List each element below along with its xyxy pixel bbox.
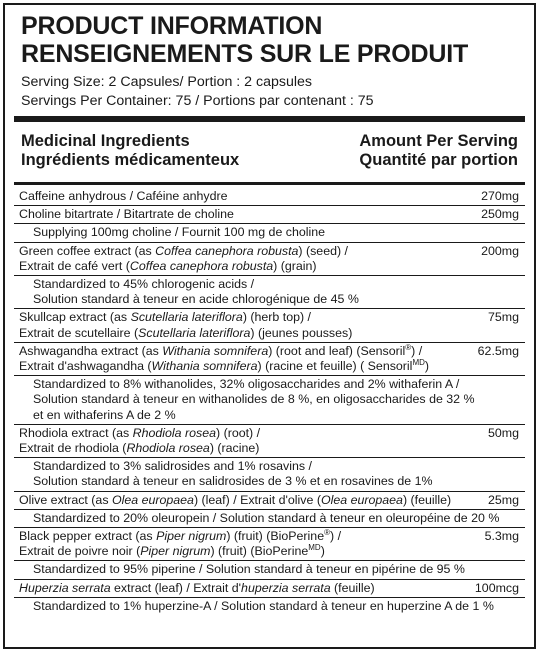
- ingredient-row: [14, 580, 525, 598]
- ingredient-name: Extrait de rhodiola (Rhodiola rosea) (racine): [19, 441, 260, 456]
- standardization-text: Standardized to 20% oleuropein / Solution standard à teneur en oleuropéine de 20 %: [33, 510, 500, 525]
- ingredient-row: [14, 425, 525, 458]
- ingredient-name: Rhodiola extract (as Rhodiola rosea) (root) /: [19, 425, 261, 440]
- amount-per-serving-heading-fr: Quantité par portion: [359, 151, 518, 169]
- medicinal-ingredients-heading: Medicinal Ingredients: [21, 132, 190, 150]
- amount-value: 100mcg: [474, 580, 519, 595]
- amount-value: 50mg: [488, 425, 519, 440]
- standardization-text: Standardized to 45% chlorogenic acids /: [33, 277, 255, 292]
- product-information-panel: [3, 3, 536, 649]
- amount-per-serving-heading: Amount Per Serving: [359, 132, 518, 150]
- ingredient-name: Green coffee extract (as Coffea canephora robusta) (seed) /: [19, 243, 348, 258]
- ingredient-row: [14, 309, 525, 342]
- ingredient-name: Extrait de café vert (Coffea canephora robusta) (grain): [19, 258, 317, 273]
- ingredient-name: Huperzia serrata extract (leaf) / Extrait d'huperzia serrata (feuille): [19, 580, 375, 595]
- standardization-text: Supplying 100mg choline / Fournit 100 mg de choline: [33, 225, 326, 240]
- medicinal-ingredients-heading-fr: Ingrédients médicamenteux: [21, 151, 240, 169]
- amount-value: 270mg: [481, 189, 519, 203]
- standardization-row: [14, 561, 525, 579]
- ingredient-name: Extrait de scutellaire (Scutellaria lateriflora) (jeunes pousses): [19, 325, 353, 340]
- ingredient-name: Skullcap extract (as Scutellaria lateriflora) (herb top) /: [19, 310, 312, 325]
- ingredient-name: Olive extract (as Olea europaea) (leaf) / Extrait d'olive (Olea europaea) (feuille): [19, 492, 452, 507]
- header-divider: [14, 182, 525, 185]
- standardization-row: [14, 598, 525, 615]
- ingredients-table: [14, 188, 525, 615]
- ingredient-row: [14, 206, 525, 224]
- standardization-row: [14, 276, 525, 309]
- amount-value: 250mg: [481, 207, 519, 222]
- serving-size: Serving Size: 2 Capsules/ Portion : 2 capsules: [21, 74, 312, 90]
- standardization-text: Standardized to 3% salidrosides and 1% rosavins /: [33, 459, 312, 474]
- ingredient-row: [14, 528, 525, 561]
- standardization-text: Solution standard à teneur en withanolides de 8 %, en oligosaccharides de 32 %: [33, 392, 475, 407]
- standardization-row: [14, 510, 525, 528]
- standardization-text: Standardized to 95% piperine / Solution standard à teneur en pipérine de 95 %: [33, 562, 465, 577]
- amount-value: 5.3mg: [484, 529, 519, 544]
- standardization-row: [14, 376, 525, 425]
- amount-value: 200mg: [481, 243, 519, 258]
- ingredient-name: Black pepper extract (as Piper nigrum) (fruit) (BioPerine®) /: [19, 528, 342, 544]
- amount-value: 75mg: [488, 310, 519, 325]
- standardization-row: [14, 458, 525, 491]
- ingredient-name: Choline bitartrate / Bitartrate de choline: [19, 207, 234, 222]
- thick-divider: [14, 116, 525, 122]
- title-french: RENSEIGNEMENTS SUR LE PRODUIT: [21, 40, 469, 68]
- ingredient-name: Ashwagandha extract (as Withania somnifera) (root and leaf) (Sensoril®) /: [19, 342, 423, 358]
- ingredient-name: Caffeine anhydrous / Caféine anhydre: [19, 189, 228, 203]
- standardization-text: Solution standard à teneur en salidrosides de 3 % et en rosavines de 1%: [33, 474, 433, 489]
- ingredient-row: [14, 243, 525, 276]
- amount-value: 62.5mg: [477, 343, 519, 358]
- servings-per-container: Servings Per Container: 75 / Portions par contenant : 75: [21, 93, 374, 109]
- standardization-text: et en withaferins A de 2 %: [33, 407, 176, 422]
- amount-value: 25mg: [488, 492, 519, 507]
- standardization-text: Solution standard à teneur en acide chlorogénique de 45 %: [33, 292, 359, 307]
- ingredient-name: Extrait de poivre noir (Piper nigrum) (fruit) (BioPerine$^{MD}$): [19, 543, 325, 559]
- ingredient-name: Extrait d'ashwagandha (Withania somnifera) (racine et feuille) ( Sensoril$^{MD}$): [19, 358, 430, 374]
- standardization-text: Standardized to 8% withanolides, 32% oligosaccharides and 2% withaferin A /: [33, 377, 460, 392]
- ingredient-row: [14, 492, 525, 510]
- ingredient-row: [14, 343, 525, 376]
- title-english: PRODUCT INFORMATION: [21, 12, 323, 40]
- standardization-row: [14, 224, 525, 242]
- ingredient-row: [14, 188, 525, 206]
- standardization-text: Standardized to 1% huperzine-A / Solution standard à teneur en huperzine A de 1 %: [33, 598, 494, 613]
